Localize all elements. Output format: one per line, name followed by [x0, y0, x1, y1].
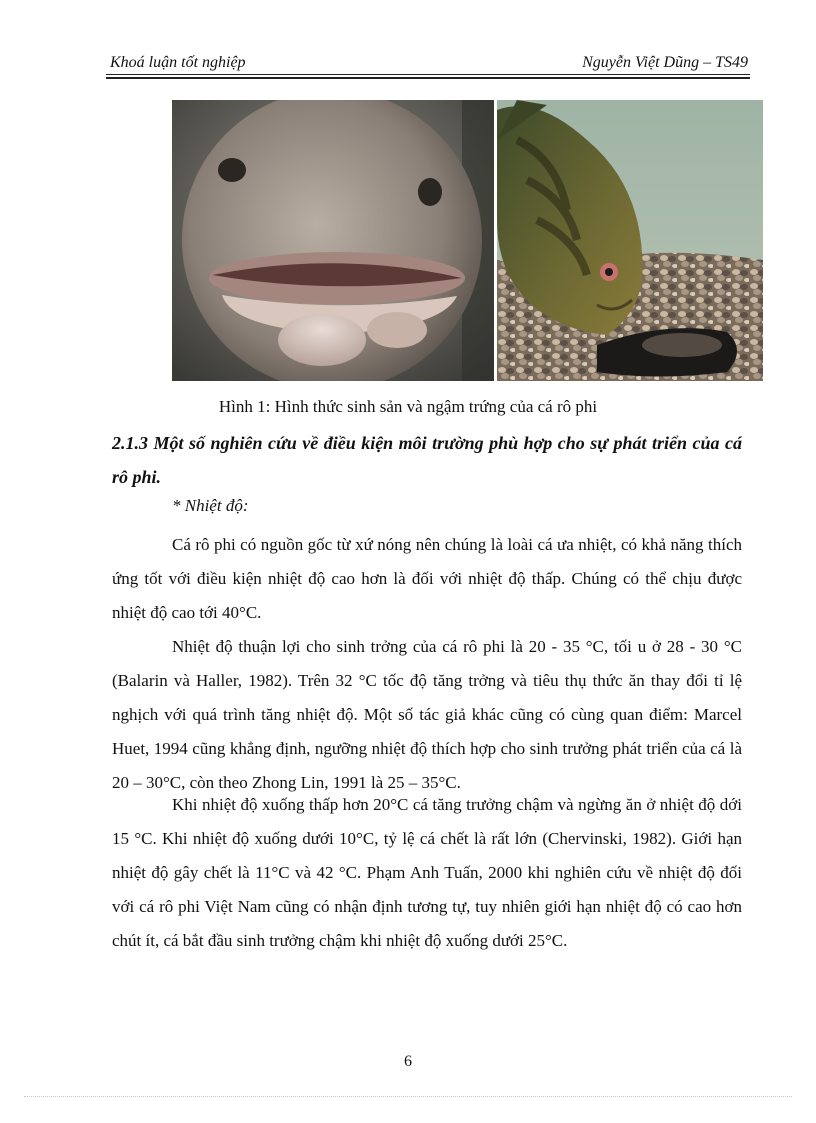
section-heading: 2.1.3 Một số nghiên cứu về điều kiện môi trường phù hợp cho sự phát triển của cá rô phi. — [112, 433, 742, 487]
header-rule-thick — [106, 77, 750, 79]
page-number: 6 — [404, 1053, 412, 1070]
paragraph: Nhiệt độ thuận lợi cho sinh trởng của cá rô phi là 20 - 35 °C, tối u ở 28 - 30 °C (Balarin và Haller, 1982). Trên 32 °C tốc độ tăng trởng và tiêu thụ thức ăn thay đổi tỉ lệ nghịch với quá trình tăng nhiệt độ. Một số tác giả khác cũng có cùng quan điểm: Marcel Huet, 1994 cũng khẳng định, ngưỡng nhiệt độ thích hợp cho sinh trưởng phát triển của cá là 20 – 30°C, còn theo Zhong Lin, 1991 là 25 – 35°C. — [112, 637, 742, 792]
subsection-temperature: * Nhiệt độ: — [172, 496, 249, 515]
header-thesis-label: Khoá luận tốt nghiệp — [110, 54, 246, 71]
photo-fish-mouth-brooding — [172, 100, 494, 381]
header-rule — [106, 74, 750, 75]
header-author: Nguyễn Việt Dũng – TS49 — [582, 54, 748, 71]
paragraph: Cá rô phi có nguồn gốc từ xứ nóng nên chúng là loài cá ưa nhiệt, có khả năng thích ứng tốt với điều kiện nhiệt độ cao hơn là đối với nhiệt độ thấp. Chúng có thể chịu được nhiệt độ cao tới 40°C. — [112, 535, 742, 622]
figure-caption: Hình 1: Hình thức sinh sản và ngậm trứng của cá rô phi — [218, 397, 598, 416]
paragraph: Khi nhiệt độ xuống thấp hơn 20°C cá tăng trưởng chậm và ngừng ăn ở nhiệt độ dới 15 °C. Khi nhiệt độ xuống dưới 10°C, tỷ lệ cá chết là rất lớn (Chervinski, 1982). Giới hạn nhiệt độ gây chết là 11°C và 42 °C. Phạm Anh Tuấn, 2000 khi nghiên cứu về nhiệt độ đối với cá rô phi Việt Nam cũng có nhận định tương tự, tuy nhiên giới hạn nhiệt độ có cao hơn chút ít, cá bắt đầu sinh trưởng chậm khi nhiệt độ xuống dưới 25°C. — [112, 795, 742, 950]
photo-fish-guarding-eggs — [497, 100, 763, 381]
page-header — [106, 54, 750, 76]
page-bottom-divider — [24, 1096, 792, 1097]
